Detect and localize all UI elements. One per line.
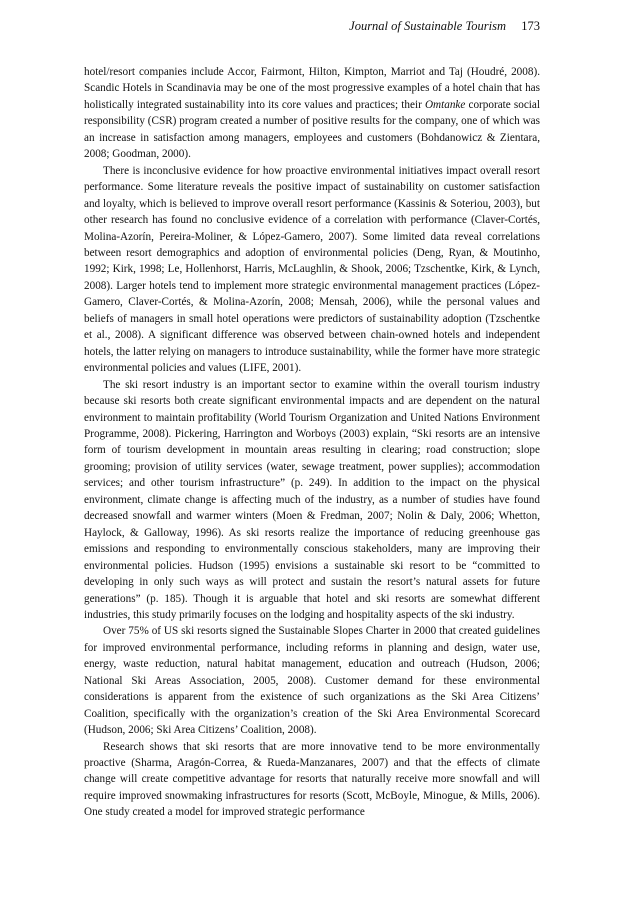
paragraph-resort-performance: There is inconclusive evidence for how proactive environmental initiatives impact overall resort performance. Some literature reveals the positive impact of sustainability on customer satisfaction and loyalty, which is believed to improve overall resort performance (Kassinis & Soteriou, 2003), but other research has found no conclusive evidence of a correlation with performance (Claver-Cortés, Molina-Azorín, Pereira-Moliner, & López-Gamero, 2007). Some limited data reveal correlations between resort demographics and adoption of environmental policies (Deng, Ryan, & Moutinho, 1992; Kirk, 1998; Le, Hollenhorst, Harris, McLaughlin, & Shook, 2006; Tzschentke, Kirk, & Lynch, 2008). Larger hotels tend to implement more strategic environmental management practices (López-Gamero, Claver-Cortés, & Molina-Azorín, 2008; Mensah, 2006), while the personal values and beliefs of managers in small hotel operations were predictors of sustainability adoption (Tzschentke et al., 2008). A significant difference was observed between chain-owned hotels and independent hotels, the latter relying on managers to introduce sustainability, while the former have more strategic environmental policies and values (LIFE, 2001). [84, 164, 540, 375]
omtanke-term: Omtanke [424, 98, 466, 111]
paragraph-text: hotel/resort companies include Accor, Fairmont, Hilton, Kimpton, Marriot and Taj (Houdré, 2008). Scandic Hotels in Scandinavia may be one of the most progressive examples of a hotel chain that has holistically integrated sustainability into its core values and practices; their [84, 66, 540, 111]
running-header [84, 19, 540, 39]
journal-title: Journal of Sustainable Tourism [349, 19, 506, 33]
paragraph-text: corporate social responsibility (CSR) program created a number of positive results for the company, one of which was an increase in satisfaction among managers, employees and customers (Bohdanowicz & Zientara, 2008; Goodman, 2000). [84, 98, 540, 161]
paragraph-sustainable-slopes: Over 75% of US ski resorts signed the Sustainable Slopes Charter in 2000 that created guidelines for improved environmental performance, including reforms in planning and design, water use, energy, waste reduction, natural habitat management, education and outreach (Hudson, 2006; National Ski Areas Association, 2005, 2008). Customer demand for these environmental considerations is apparent from the existence of such organizations as the Ski Area Citizens’ Coalition, specifically with the organization’s creation of the Ski Area Environmental Scorecard (Hudson, 2006; Ski Area Citizens’ Coalition, 2008). [84, 625, 540, 737]
paragraph-scandic-hotels [84, 64, 540, 163]
article-body [84, 64, 540, 821]
page-number: 173 [521, 19, 540, 33]
paragraph-ski-industry: The ski resort industry is an important sector to examine within the overall tourism industry because ski resorts both create significant environmental impacts and are dependent on the natural environment to maintain profitability (World Tourism Organization and United Nations Environment Programme, 2008). Pickering, Harrington and Worboys (2003) explain, “Ski resorts are an intensive form of tourism development in mountain areas resulting in clearing; road construction; slope grooming; provision of utility services (water, sewage treatment, power supplies); accommodation services; and other tourism infrastructure” (p. 249). In addition to the impact on the physical environment, climate change is affecting much of the industry, as a number of studies have found decreased snowfall and warmer winters (Moen & Fredman, 2007; Nolin & Daly, 2006; Whetton, Haylock, & Galloway, 1996). As ski resorts realize the importance of reducing greenhouse gas emissions and responding to environmentally conscious stakeholders, many are improving their environmental policies. Hudson (1995) envisions a sustainable ski resort to be “committed to developing in only such ways as will protect and sustain the resort’s natural assets for future generations” (p. 185). Though it is arguable that hotel and ski resorts are somewhat different industries, this study primarily focuses on the lodging and hospitality aspects of the ski industry. [84, 378, 540, 621]
paragraph-innovation: Research shows that ski resorts that are more innovative tend to be more environmentally proactive (Sharma, Aragón-Correa, & Rueda-Manzanares, 2007) and that the effects of climate change will create competitive advantage for resorts that naturally receive more snowfall and will require improved snowmaking infrastructures for resorts (Scott, McBoyle, Minogue, & Mills, 2006). One study created a model for improved strategic performance [84, 740, 540, 819]
